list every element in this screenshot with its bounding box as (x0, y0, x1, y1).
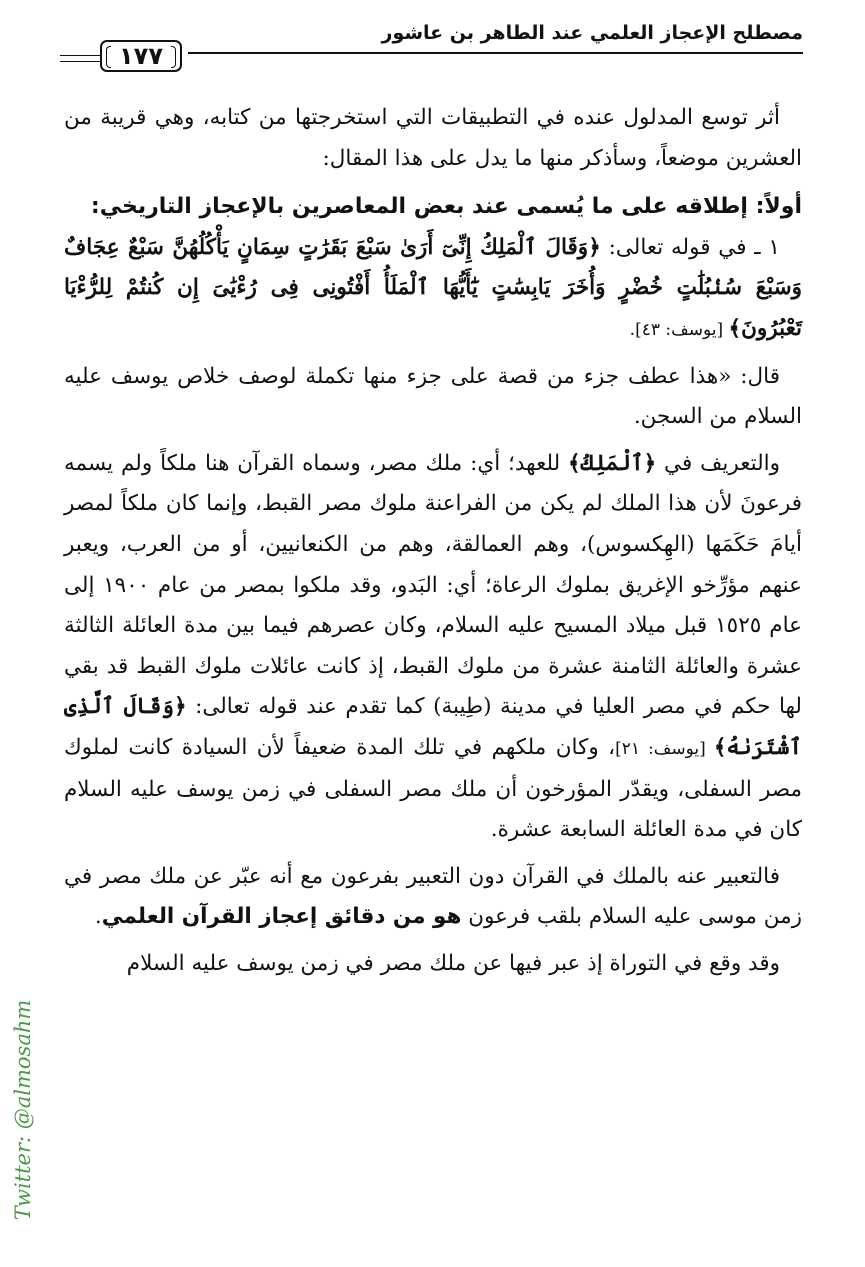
verse-reference: [يوسف: ٤٣]. (629, 319, 729, 340)
paragraph-verse (64, 228, 802, 351)
header-rule-left-double (60, 61, 100, 62)
watermark (10, 995, 36, 1225)
paragraph-quote: قال: «هذا عطف جزء من قصة على جزء منها تكملة لوصف خلاص يوسف عليه السلام من السجن. (64, 363, 802, 430)
watermark-text: Twitter: @almosahm (11, 999, 35, 1221)
verse-intro: ١ ـ في قوله تعالى: (600, 234, 780, 260)
page-number: ١٧٧ (100, 40, 182, 72)
paragraph-explanation (64, 444, 802, 851)
conclusion-text: فالتعبير عنه بالملك في القرآن دون التعبير بفرعون مع أنه عبّر عن ملك مصر في زمن موسى عليه السلام بلقب فرعون (64, 863, 802, 930)
paragraph-torah: وقد وقع في التوراة إذ عبر فيها عن ملك مصر في زمن يوسف عليه السلام (126, 950, 780, 976)
conclusion-end: . (94, 904, 102, 930)
verse-reference-2: [يوسف: ٢١] (615, 738, 714, 759)
explanation-start: والتعريف في (656, 450, 780, 476)
conclusion-bold: هو من دقائق إعجاز القرآن العلمي (101, 904, 462, 930)
running-title: مصطلح الإعجاز العلمي عند الطاهر بن عاشور (381, 22, 803, 44)
explanation-end: ، وكان ملكهم في تلك المدة ضعيفاً لأن السيادة كانت لملوك مصر السفلى، ويقدّر المؤرخون أن ملك مصر السفلى في زمن يوسف عليه السلام كان في مدة العائلة السابعة عشرة. (64, 734, 802, 843)
quran-word: ﴿ٱلْمَلِكُ﴾ (568, 450, 657, 476)
page-header (60, 14, 803, 72)
header-rule (188, 52, 803, 54)
section-heading: أولاً: إطلاقه على ما يُسمى عند بعض المعاصرين بالإعجاز التاريخي: (90, 194, 802, 220)
quran-verse-2: ﴿وَقَالَ ٱلَّذِى ٱشْتَرَىٰهُ﴾ (64, 694, 802, 760)
paragraph-intro: أثر توسع المدلول عنده في التطبيقات التي استخرجتها من كتابه، وهي قريبة من العشرين موضعاً، وسأذكر منها ما يدل على هذا المقال: (64, 105, 802, 171)
explanation-body: للعهد؛ أي: ملك مصر، وسماه القرآن هنا ملكاً ولم يسمه فرعونَ لأن هذا الملك لم يكن من الفراعنة ملوك مصر القبط، وإنما كان ملكاً لمصر أيامَ حَكَمَها (الهِكسوس)، وهم العمالقة، وهم من الكنعانيين، أو من العرب، ويعبر عنهم مؤرِّخو الإغريق بملوك الرعاة؛ أي: البَدو، وقد ملكوا بمصر من عام ١٩٠٠ إلى عام ١٥٢٥ قبل ميلاد المسيح عليه السلام، وكان عصرهم فيما بين مدة العائلة الثالثة عشرة والعائلة الثامنة عشرة من ملوك القبط، إذ كانت عائلات ملوك القبط قد بقي لها حكم في مصر العليا في مدينة (طِيبة) كما تقدم عند قوله تعالى: (64, 450, 802, 720)
header-rule-left (60, 55, 100, 56)
quran-verse: ﴿وَقَالَ ٱلْمَلِكُ إِنِّىٓ أَرَىٰ سَبْعَ بَقَرَٰتٍ سِمَانٍ يَأْكُلُهُنَّ سَبْعٌ عِجَافٌ وَسَبْعَ سُنۢبُلَٰتٍ خُضْرٍ وَأُخَرَ يَابِسَٰتٍ يَٰٓأَيُّهَا ٱلْمَلَأُ أَفْتُونِى فِى رُءْيَٰىَ إِن كُنتُمْ لِلرُّءْيَا تَعْبُرُونَ﴾ (64, 234, 802, 341)
paragraph-conclusion (64, 857, 802, 938)
page-body (64, 98, 802, 984)
